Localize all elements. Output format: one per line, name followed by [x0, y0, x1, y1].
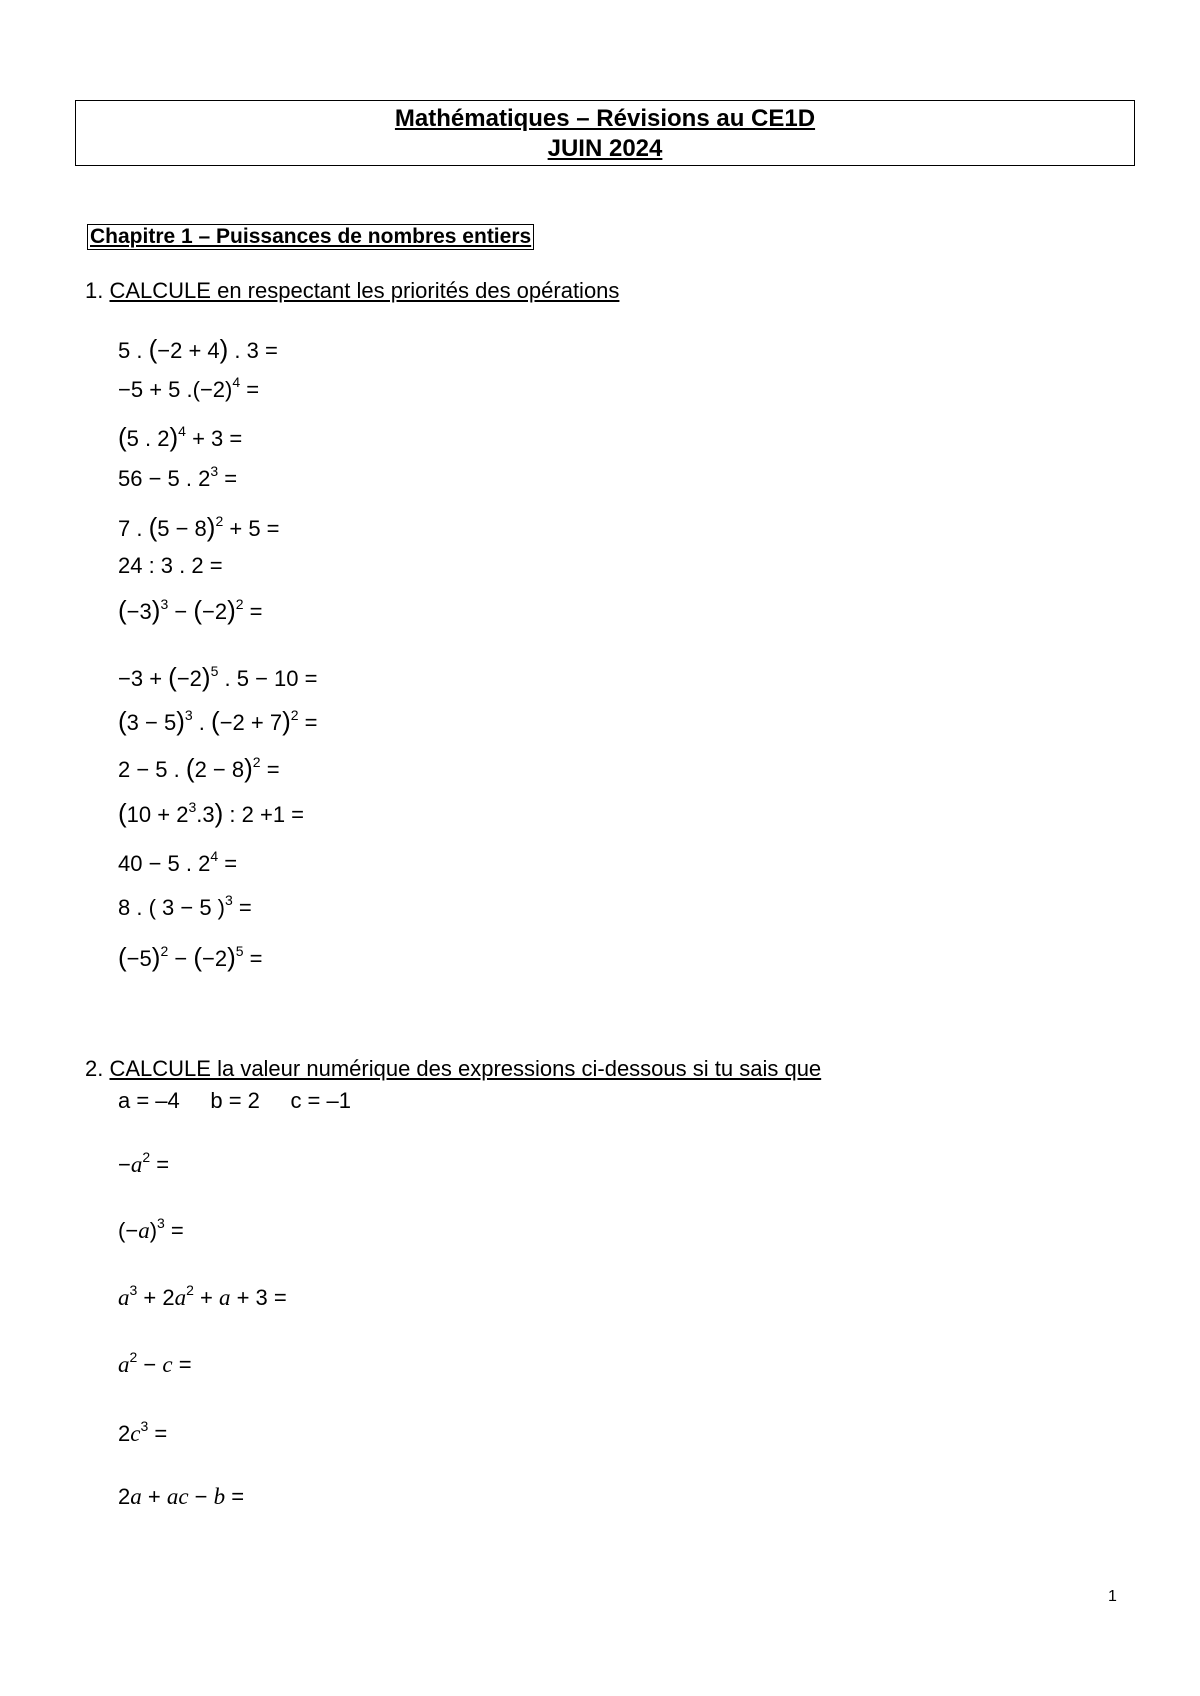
- expression-14: $(-5)^2 - (-2)^5$ =: [118, 942, 263, 972]
- expression-9: $(3 - 5)^3$ . $(-2 + 7)^2$ =: [118, 706, 318, 736]
- expression-2: −5 + 5 $.(-2)^4$ =: [118, 374, 260, 402]
- expression-16: $(-a)^3$ =: [118, 1215, 184, 1243]
- expression-20: 2a + ac − b =: [118, 1484, 245, 1509]
- expression-1: 5 . (−2 + 4) . 3 =: [118, 334, 278, 364]
- expression-7: $(-3)^3 - (-2)^2$ =: [118, 595, 263, 625]
- question-1-instruction: CALCULE en respectant les priorités des opérations: [109, 278, 620, 303]
- page-subtitle: JUIN 2024: [547, 135, 663, 162]
- expression-3: (5 . 2)$^4$ + 3 =: [118, 422, 243, 452]
- chapter-title: Chapitre 1 – Puissances de nombres entiers: [87, 224, 534, 250]
- expression-13: 8 . ( 3 − 5 )$^3$ =: [118, 892, 252, 920]
- expression-8: $-3 + (-2)^5$ . 5 − 10 =: [118, 662, 318, 692]
- expression-18: $a^2 - c$ =: [118, 1349, 192, 1377]
- expression-11: $(10 + 2^3.3)$ : 2 +1 =: [118, 798, 305, 828]
- expression-15: $-a^2$ =: [118, 1149, 170, 1177]
- question-1-number: 1.: [85, 278, 104, 303]
- expression-10: 2 − 5 . $(2 - 8)^2$ =: [118, 753, 280, 783]
- page-number: 1: [1108, 1588, 1117, 1605]
- expression-5: 7 . $(5 - 8)^2 + 5$ =: [118, 512, 280, 542]
- expression-12: 40 − 5 . $2^4$ =: [118, 848, 238, 876]
- question-2-instruction: CALCULE la valeur numérique des expressions ci-dessous si tu sais que: [109, 1056, 822, 1081]
- question-1-heading: [85, 278, 619, 304]
- expression-6: 24 : 3 . 2 =: [118, 553, 223, 578]
- question-2-heading: [85, 1056, 821, 1082]
- expression-4: 56 − 5 . $2^3$ =: [118, 463, 238, 491]
- given-values: a = –4 b = 2 c = –1: [118, 1088, 351, 1113]
- page-title: Mathématiques – Révisions au CE1D: [394, 105, 816, 132]
- expression-19: $2c^3$ =: [118, 1418, 168, 1446]
- question-2-number: 2.: [85, 1056, 104, 1081]
- expression-17: $a^3 + 2a^2 + a + 3$ =: [118, 1282, 287, 1310]
- title-box: [75, 100, 1135, 166]
